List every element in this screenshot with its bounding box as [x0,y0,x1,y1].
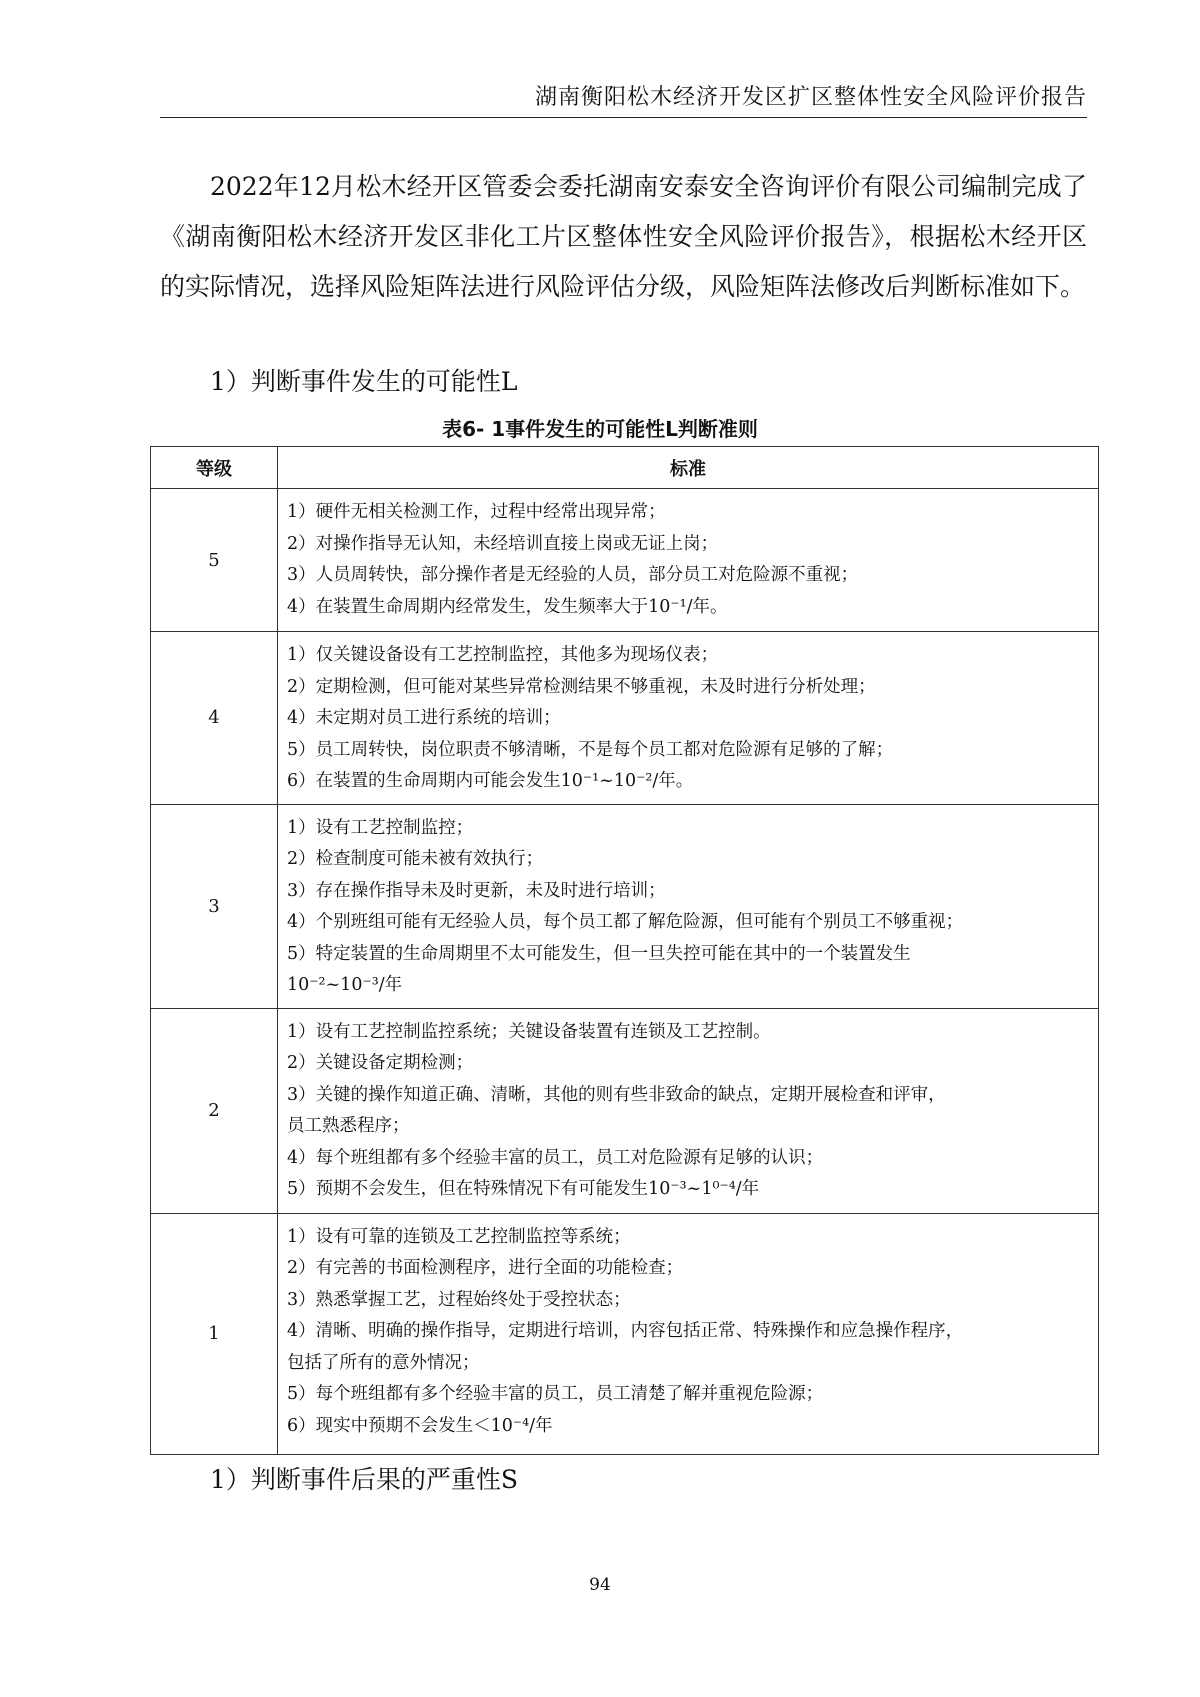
criteria-line: 5）员工周转快，岗位职责不够清晰，不是每个员工都对危险源有足够的了解； [287,739,894,760]
criteria-line: 4）个别班组可能有无经验人员，每个员工都了解危险源，但可能有个别员工不够重视； [287,912,964,932]
column-header-criteria: 标准 [278,447,1099,489]
criteria-line: 2）对操作指导无认知，未经培训直接上岗或无证上岗； [287,533,719,554]
header-divider [160,117,1087,118]
page-number: 94 [589,1575,611,1595]
table-row [151,1008,1099,1213]
criteria-line: 1）设有工艺控制监控； [287,817,474,838]
level-cell: 4 [151,632,278,805]
criteria-cell [278,632,1099,805]
criteria-line: 1）设有可靠的连锁及工艺控制监控等系统； [287,1226,631,1247]
criteria-line: 1）设有工艺控制监控系统；关键设备装置有连锁及工艺控制。 [287,1021,771,1042]
criteria-line: 3）存在操作指导未及时更新，未及时进行培训； [287,880,666,901]
criteria-line: 1）仅关键设备设有工艺控制监控，其他多为现场仪表； [287,645,719,665]
criteria-line: 5）特定装置的生命周期里不太可能发生，但一旦失控可能在其中的一个装置发生 [287,943,911,964]
criteria-line: 10⁻²~10⁻³/年 [287,975,403,995]
criteria-line: 4）在装置生命周期内经常发生，发生频率大于10⁻¹/年。 [287,596,728,617]
level-cell: 3 [151,804,278,1008]
section-heading-likelihood: 1）判断事件发生的可能性L [210,367,518,396]
criteria-line: 3）熟悉掌握工艺，过程始终处于受控状态； [287,1289,631,1310]
criteria-line: 6）现实中预期不会发生＜10⁻⁴/年 [287,1415,553,1436]
criteria-cell [278,1008,1099,1213]
criteria-line: 包括了所有的意外情况； [287,1352,480,1373]
table-row [151,632,1099,805]
table-row [151,489,1099,632]
criteria-line: 6）在装置的生命周期内可能会发生10⁻¹~10⁻²/年。 [287,771,694,791]
level-cell: 1 [151,1213,278,1454]
table-row [151,1213,1099,1454]
criteria-cell [278,489,1099,632]
criteria-cell [278,1213,1099,1454]
level-cell: 5 [151,489,278,632]
criteria-line: 2）有完善的书面检测程序，进行全面的功能检查； [287,1258,684,1278]
criteria-line: 3）人员周转快，部分操作者是无经验的人员，部分员工对危险源不重视； [287,565,859,585]
table-row [151,804,1099,1008]
likelihood-criteria-table [150,446,1099,1455]
criteria-line: 1）硬件无相关检测工作，过程中经常出现异常； [287,502,666,522]
table-caption: 表6- 1事件发生的可能性L判断准则 [442,417,758,441]
criteria-line: 4）未定期对员工进行系统的培训； [287,708,561,728]
intro-paragraph: 2022年12月松木经开区管委会委托湖南安泰安全咨询评价有限公司编制完成了《湖南衡阳松木经济开发区非化工片区整体性安全风险评价报告》，根据松木经开区的实际情况，选择风险矩阵法进行风险评估分级，风险矩阵法修改后判断标准如下。 [160,172,1087,301]
criteria-line: 2）关键设备定期检测； [287,1053,474,1073]
criteria-line: 3）关键的操作知道正确、清晰，其他的则有些非致命的缺点，定期开展检查和评审， [287,1084,946,1105]
criteria-line: 2）检查制度可能未被有效执行； [287,849,544,869]
criteria-line: 员工熟悉程序； [287,1116,410,1136]
section-heading-severity: 1）判断事件后果的严重性S [210,1465,519,1494]
table-header-row [151,447,1099,489]
level-cell: 2 [151,1008,278,1213]
column-header-level: 等级 [151,447,278,489]
criteria-line: 5）每个班组都有多个经验丰富的员工，员工清楚了解并重视危险源； [287,1384,824,1404]
criteria-cell [278,804,1099,1008]
criteria-line: 4）清晰、明确的操作指导，定期进行培训，内容包括正常、特殊操作和应急操作程序， [287,1321,964,1341]
running-header: 湖南衡阳松木经济开发区扩区整体性安全风险评价报告 [534,85,1087,110]
criteria-line: 5）预期不会发生，但在特殊情况下有可能发生10⁻³~1⁰⁻⁴/年 [287,1179,760,1199]
criteria-line: 4）每个班组都有多个经验丰富的员工，员工对危险源有足够的认识； [287,1147,824,1168]
criteria-line: 2）定期检测，但可能对某些异常检测结果不够重视，未及时进行分析处理； [287,676,876,697]
